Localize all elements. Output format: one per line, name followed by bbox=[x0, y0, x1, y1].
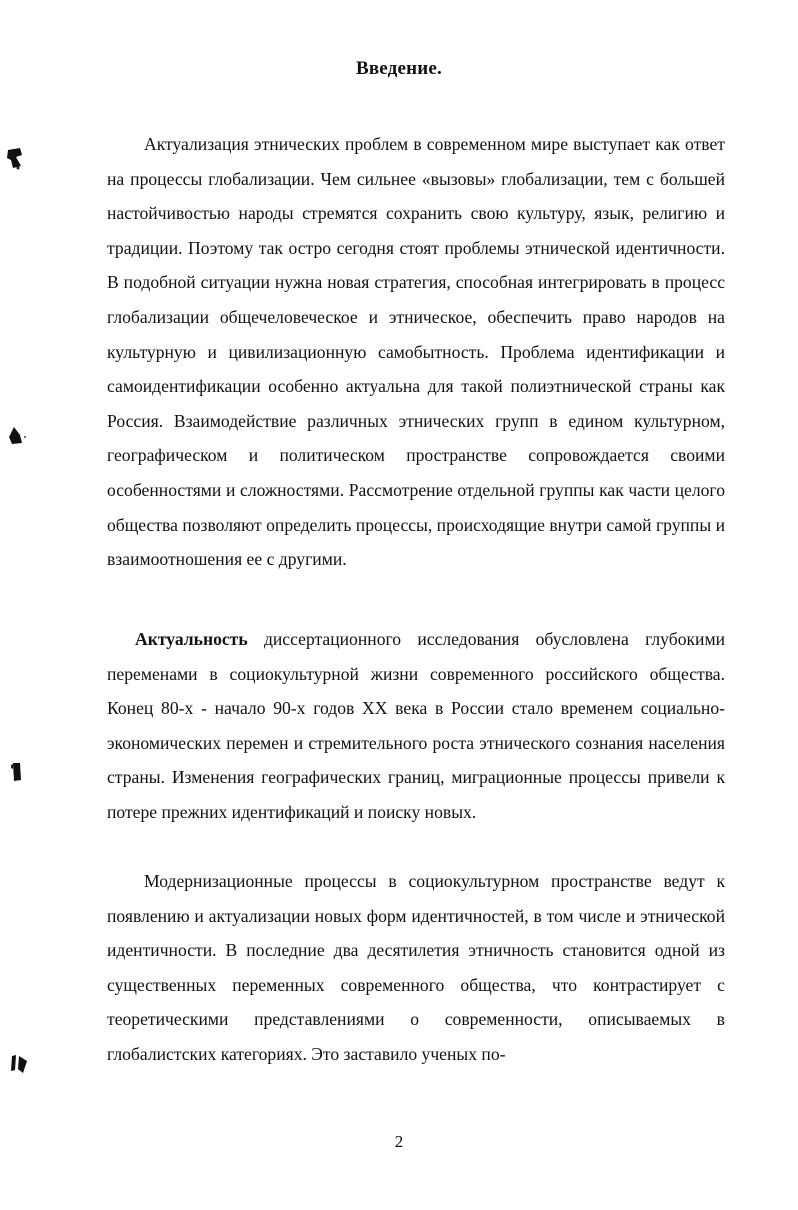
page-number: 2 bbox=[394, 1132, 404, 1151]
paragraph-3 bbox=[107, 864, 725, 1072]
paragraph-2 bbox=[107, 622, 725, 830]
paragraph-2-bold-term: Актуальность bbox=[135, 629, 248, 649]
paragraph-3-text: Модернизационные процессы в социокультурном пространстве ведут к появлению и актуализации новых форм идентичностей, в том числе и этнической идентичности. В последние два десятилетия этничность становится одной из существенных переменных современного общества, что контрастирует с теоретическими представлениями о современности, описываемых в глобалистских категориях. Это заставило ученых по- bbox=[107, 871, 725, 1064]
paragraph-2-rest: диссертационного исследования обусловлена глубокими переменами в социокультурной жизни современного российского общества. Конец 80-х - начало 90-х годов XX века в России стало временем социально-экономических перемен и стремительного роста этнического сознания населения страны. Изменения географических границ, миграционные процессы привели к потере прежних идентификаций и поиску новых. bbox=[107, 629, 725, 822]
scan-artifact-mark bbox=[8, 760, 26, 784]
scan-artifact-mark bbox=[8, 1052, 32, 1076]
scan-artifact-mark bbox=[4, 146, 26, 172]
paragraph-1 bbox=[107, 127, 725, 577]
scan-artifact-mark bbox=[6, 425, 28, 447]
paragraph-2-text bbox=[107, 622, 725, 830]
page-title: Введение. bbox=[355, 58, 443, 79]
paragraph-1-text: Актуализация этнических проблем в современном мире выступает как ответ на процессы глобализации. Чем сильнее «вызовы» глобализации, тем с большей настойчивостью народы стремятся сохранить свою культуру, язык, религию и традиции. Поэтому так остро сегодня стоят проблемы этнической идентичности. В подобной ситуации нужна новая стратегия, способная интегрировать в процесс глобализации общечеловеческое и этническое, обеспечить право народов на культурную и цивилизационную самобытность. Проблема идентификации и самоидентификации особенно актуальна для такой полиэтнической страны как Россия. Взаимодействие различных этнических групп в едином культурном, географическом и политическом пространстве сопровождается своими особенностями и сложностями. Рассмотрение отдельной группы как части целого общества позволяют определить процессы, происходящие внутри самой группы и взаимоотношения ее с другими. bbox=[107, 134, 725, 570]
